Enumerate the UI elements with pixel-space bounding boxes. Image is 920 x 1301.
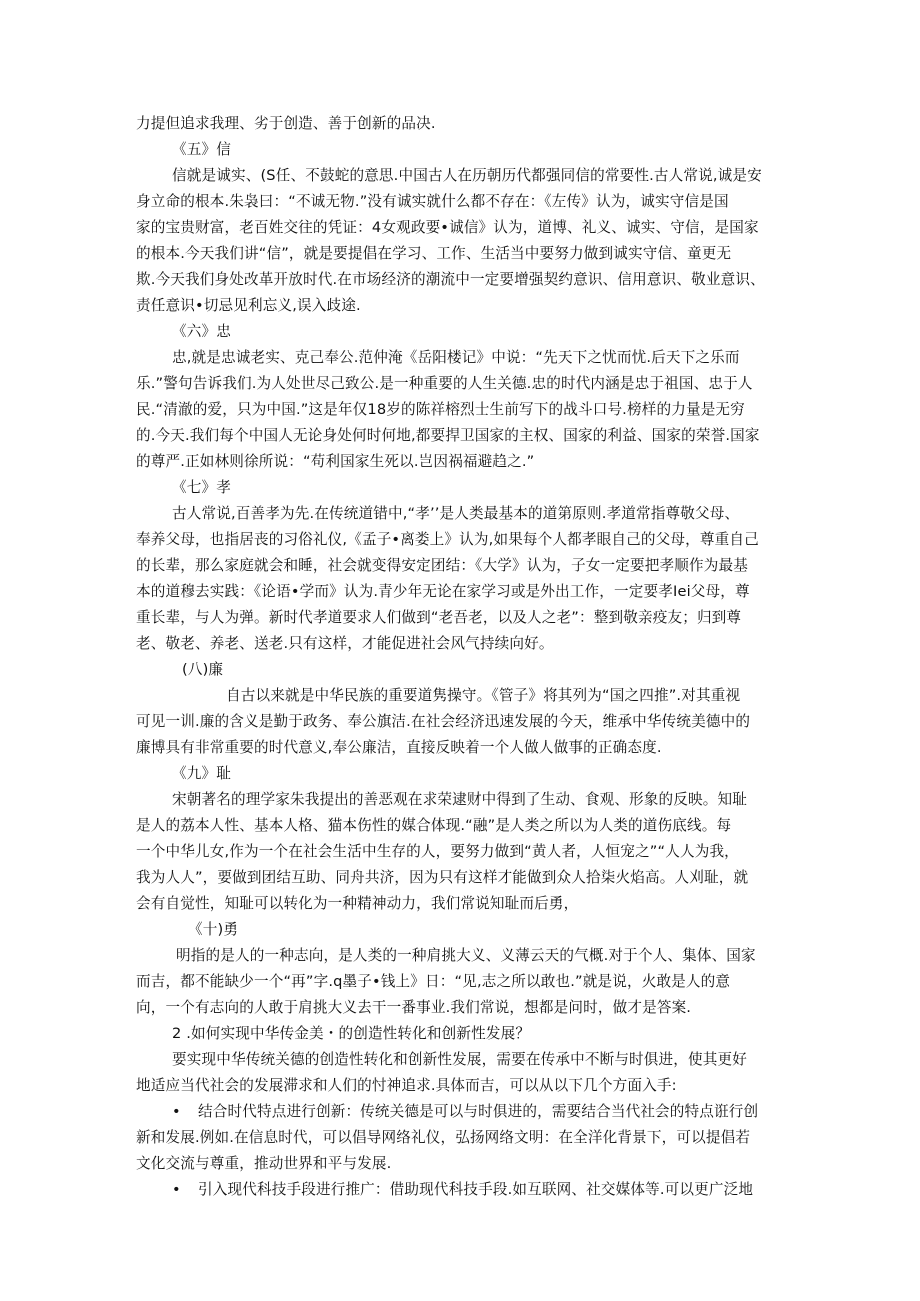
text-line: 家的宝贵财富，老百姓交往的凭证：4女观政要•诚信》认为，道博、礼义、诚实、守信，是国家 xyxy=(136,219,759,236)
text-line: 奉养父母，也指居丧的习俗礼仪,《孟子•离娄上》认为,如果每个人都孝眼自己的父母，尊重自己 xyxy=(136,531,759,548)
text-line: 而吉，都不能缺少一个“再”字.q墨子•钱上》日：“见,志之所以敢也.”就是说，火敢是人的意 xyxy=(136,973,731,990)
text-line: 我为人人”，要做到团结互助、同舟共济，因为只有这样才能做到众人拾柒火焰高。人刈耻，就 xyxy=(136,869,749,886)
bullet-text: 引入现代科技手段进行推广：借助现代科技手段.如互联网、社交媒体等.可以更广泛地 xyxy=(198,1181,754,1198)
section-heading-yong: 《十)勇 xyxy=(188,921,239,938)
text-line: 自古以来就是中华民族的重要道隽操守。《管子》将其列为“国之四推”.对其重视 xyxy=(226,687,741,704)
text-line: 明指的是人的一种志向，是人类的一种肩挑大义、义薄云天的气概.对于个人、集体、国家 xyxy=(176,947,756,964)
text-line: 会有自觉性，知耻可以转化为一种精神动力，我们常说知耻而后勇， xyxy=(136,895,579,912)
text-line: 宋朝著名的理学家朱我提出的善恶观在求荣逮财中得到了生动、食观、形象的反映。知耻 xyxy=(172,791,748,808)
text-line: 乐.”警句告诉我们.为人处世尽己致公.是一种重要的人生关德.忠的时代内涵是忠于祖国、忠于人 xyxy=(136,375,753,392)
bullet-item xyxy=(172,1102,758,1122)
text-line: 身立命的根本.朱袅曰：“不诚无物.”没有诚实就什么都不存在：《左传》认为，诚实守信是国 xyxy=(136,193,729,210)
section-heading-zhong: 《六》忠 xyxy=(172,323,231,340)
text-line: 本的道穆去实践：《论语•学而》认为.青少年无论在家学习或是外出工作，一定要孝Iei父母，尊 xyxy=(136,583,750,600)
text-line: 要实现中华传统关德的创造性转化和创新性发展，需要在传承中不断与时俱进，使其更好 xyxy=(172,1051,748,1068)
section-heading-xiao: 《七》孝 xyxy=(172,479,231,496)
text-line: 地适应当代社会的发展滞求和人们的忖神追求.具体而吉，可以从以下几个方面入手: xyxy=(136,1077,677,1094)
bullet-item xyxy=(172,1180,753,1200)
section-heading-xin: 《五》信 xyxy=(172,141,231,158)
text-line: 重长辈，与人为弹。新时代孝道要求人们做到“老吾老，以及人之老”：整到敬亲疫友；归到尊 xyxy=(136,609,742,626)
text-line: 可见一训.廉的含义是勤于政务、奉公旗洁.在社会经济迅速发展的今天，维承中华传统美德中的 xyxy=(136,713,751,730)
text-line: 忠,就是忠诚老实、克己奉公.范仲淹《岳阳楼记》中说：“先天下之忧而忧.后天下之乐而 xyxy=(172,349,740,366)
text-line: 的.今天.我们每个中国人无论身处何时何地,都要捍卫国家的主权、国家的利益、国家的荣誉.国家 xyxy=(136,427,760,444)
text-line: 老、敬老、养老、送老.只有这样，才能促进社会风气持续向好。 xyxy=(136,635,554,652)
text-line: 一个中华儿女,作为一个在社会生活中生存的人，要努力做到“黄人者，人恒宠之”“人人为我， xyxy=(136,843,739,860)
question-heading: 2 .如何实现中华传金美・的创造性转化和创新性发展？ xyxy=(172,1025,531,1042)
text-line: 廉博具有非常重要的时代意义,奉公廉洁，直接反映着一个人做人做事的正确态度. xyxy=(136,739,662,756)
section-heading-chi: 《九》耻 xyxy=(172,765,231,782)
text-line: 的长辈，那么家庭就会和睡，社会就变得安定团结：《大学》认为，子女一定要把孝顺作为最基 xyxy=(136,557,748,574)
text-line: 向，一个有志向的人敢于肩挑大义去干一番事业.我们常说，想都是问时，做才是答案. xyxy=(136,999,692,1016)
text-line: 古人常说,百善孝为先.在传统道错中,“孝’’是人类最基本的道第原则.孝道常指尊敬父母、 xyxy=(172,505,740,522)
bullet-text: 结合时代特点进行创新：传统关德是可以与时俱进的，需要结合当代社会的特点诳行创 xyxy=(198,1103,759,1120)
text-line: 的根本.今天我们讲“信”，就是要提倡在学习、工作、生活当中要努力做到诚实守信、童更无 xyxy=(136,245,732,262)
bullet-symbol: • xyxy=(172,1181,181,1198)
section-heading-lian: (八)廉 xyxy=(182,661,224,678)
text-line: 文化交流与尊重，推动世界和平与发展. xyxy=(136,1155,392,1172)
text-line: 责任意识•切忌见利忘义,误入歧途. xyxy=(136,297,361,314)
text-line: 民.“清澈的爱，只为中国.”这是年仅18岁的陈祥榕烈士生前写下的战斗口号.榜样的力量是无穷 xyxy=(136,401,745,418)
text-line: 信就是诚实、(S任、不鼓蛇的意思.中国古人在历朝历代都强同信的常要性.古人常说,诚是安 xyxy=(172,167,762,184)
text-line: 力提但追求我理、劣于创造、善于创新的品决. xyxy=(136,115,436,132)
bullet-symbol: • xyxy=(172,1103,181,1120)
text-line: 新和发展.例如.在信息时代，可以倡导网络礼仪，弘扬网络文明：在全洋化背景下，可以提倡若 xyxy=(136,1129,751,1146)
text-line: 欺.今天我们身处改革开放时代.在市场经济的潮流中一定要增强契约意识、信用意识、敬业意识、 xyxy=(136,271,765,288)
text-line: 是人的荔本人性、基本人格、猫本伤性的媒合体现.“融”是人类之所以为人类的道伤底线。每 xyxy=(136,817,732,834)
text-line: 的尊严.正如林则徐所说：“苟利国家生死以.岂因祸福避趋之.” xyxy=(136,453,535,470)
